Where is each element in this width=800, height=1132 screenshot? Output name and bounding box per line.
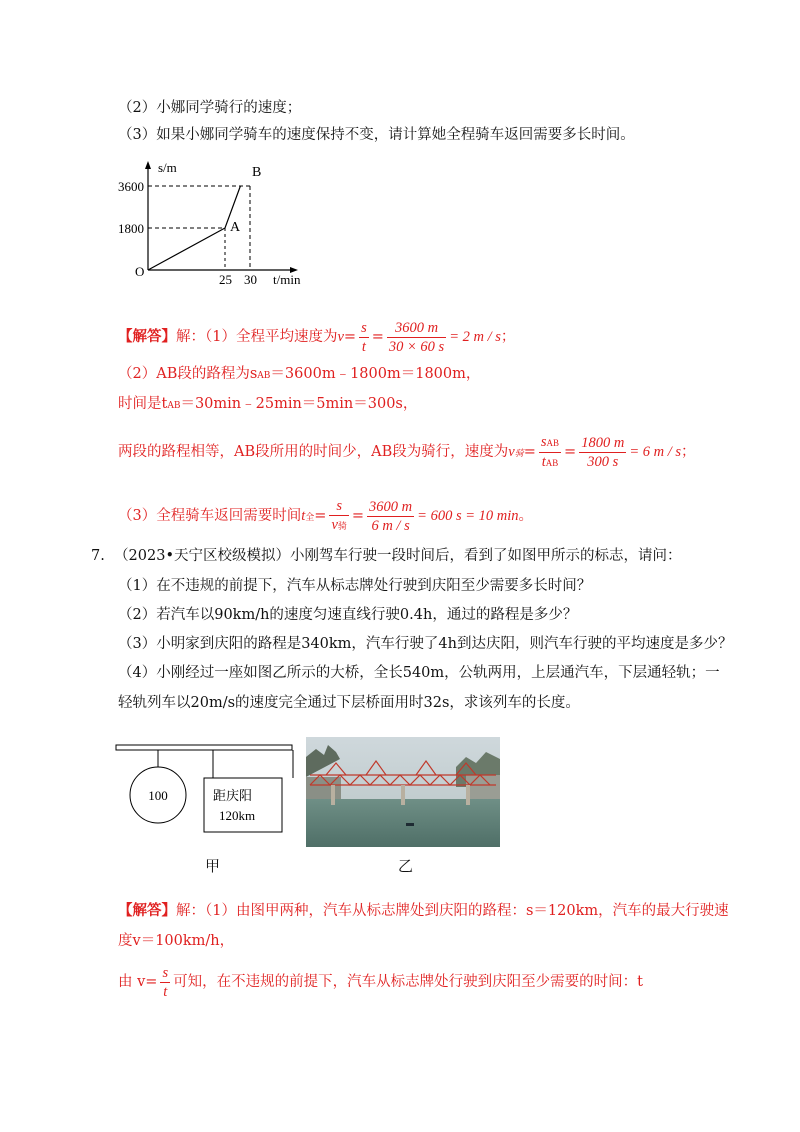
p2-v-sub: 骑 [514, 449, 524, 459]
answer-tag: 【解答】 [118, 328, 176, 345]
x-axis-label: t/min [273, 272, 301, 287]
q7-part1: （1）在不违规的前提下，汽车从标志牌处行驶到庆阳至少需要多长时间？ [118, 578, 592, 594]
sign-bar [116, 745, 292, 750]
q6-part3: （3）如果小娜同学骑车的速度保持不变，请计算她全程骑车返回需要多长时间。 [118, 127, 635, 143]
p2-frac2-den: 300 s [587, 453, 619, 470]
p3-end: 。 [518, 508, 533, 524]
speed-limit-value: 100 [148, 788, 168, 803]
answer7-line1-text: 解：（1）由图甲两种，汽车从标志牌处到庆阳的路程：s＝120km，汽车的最大行驶速 [176, 903, 729, 919]
river [306, 799, 500, 847]
p2-frac1-den-sub: AB [545, 457, 559, 468]
caption-yi: 乙 [398, 857, 414, 875]
p1-v: v [337, 329, 344, 345]
point-b-label: B [252, 165, 262, 180]
p3-frac1-num: s [329, 497, 348, 516]
y-tick-3600: 3600 [118, 179, 144, 194]
p3-frac1-den-sub: 骑 [337, 521, 347, 531]
q7-part2: （2）若汽车以90km/h的速度匀速直线行驶0.4h，通过的路程是多少？ [118, 607, 578, 623]
p2-line2-sub: AB [167, 401, 181, 411]
p2-line1-rest: ＝3600m﹣1800m＝1800m， [270, 366, 481, 382]
p3-frac1 [329, 497, 348, 535]
p2-line2-rest: ＝30min﹣25min＝5min＝300s， [180, 396, 418, 412]
p2-line1: （2）AB段的路程为s [118, 366, 258, 382]
p3-frac2-den: 6 m / s [371, 517, 410, 534]
p1-frac2-den: 30 × 60 s [388, 338, 445, 355]
answer7-frac-den: t [163, 983, 168, 1000]
p3-frac1-den: v [331, 517, 338, 533]
p1-frac1 [359, 319, 369, 356]
pier-2 [401, 785, 405, 805]
answer6-part2-line3: 两段的路程相等，AB段所用的时间少，AB段为骑行，速度为v骑= $\frac{\text{sAB}}{\text{tAB}}$ = $\frac{1800 m}{300 s}$ = 6 m / s； [118, 433, 696, 470]
p2-line3: 两段的路程相等，AB段所用的时间少，AB段为骑行，速度为 [118, 444, 509, 460]
answer6-part2-line2 [118, 394, 417, 416]
p2-v: v [508, 444, 515, 460]
p1-frac2-num: 3600 m [387, 319, 446, 338]
p2-frac2 [579, 434, 626, 471]
answer7-tag: 【解答】 [118, 902, 176, 919]
p2-frac1 [539, 433, 561, 472]
bridge-photo [306, 737, 500, 847]
p3-result: = 600 s = 10 min [417, 508, 519, 524]
q7-part3: （3）小明家到庆阳的路程是340km，汽车行驶了4h到达庆阳，则汽车行驶的平均速度是多少？ [118, 636, 733, 652]
p1-result: = 2 m / s [449, 329, 501, 345]
x-tick-25: 25 [219, 272, 232, 287]
p2-line1-sub: AB [257, 371, 271, 381]
p1-eq: = [343, 329, 357, 345]
p2-line2: 时间是t [118, 396, 168, 412]
p3-frac2 [367, 498, 414, 535]
answer6-part1: 【解答】解：（1）全程平均速度为v= $\frac{s}{t}$ = $\frac{3600 m}{30 \times 60 s}$ = 2 m / s； [118, 319, 516, 355]
answer-jie: 解： [176, 329, 205, 345]
st-line [148, 186, 240, 270]
p2-frac1-num: s [540, 433, 547, 450]
answer6-part3: （3）全程骑车返回需要时间t全= $\frac{s}{\text{v骑}}$ = $\frac{3600 m}{6 m / s}$ = 600 s = 10 min。 [118, 498, 533, 534]
point-a-label: A [230, 220, 241, 235]
boat [406, 823, 414, 826]
answer6-p1-text: （1）全程平均速度为 [205, 329, 338, 345]
q6-part2: （2）小娜同学骑行的速度； [118, 100, 302, 116]
y-axis-arrow [145, 161, 151, 169]
distance-sign [204, 778, 282, 832]
p3-frac2-num: 3600 m [369, 498, 413, 515]
q7-stem: （2023•天宁区校级模拟）小刚驾车行驶一段时间后，看到了如图甲所示的标志，请问： [114, 548, 682, 564]
answer7-line3-post: 可知，在不违规的前提下，汽车从标志牌处行驶到庆阳至少需要的时间：t [173, 974, 643, 990]
p1-frac2 [387, 319, 446, 356]
city-left [306, 777, 341, 802]
st-graph [118, 158, 318, 288]
p1-end: ； [500, 329, 516, 345]
p1-frac1-den: t [361, 338, 366, 355]
p1-frac1-num: s [361, 319, 367, 336]
answer6-part2-line1 [118, 364, 480, 386]
road-sign-figure [115, 740, 295, 838]
p3-text: （3）全程骑车返回需要时间 [118, 508, 302, 524]
pier-3 [466, 785, 470, 805]
p2-frac1-den: t [541, 453, 546, 470]
p3-t: t [301, 508, 306, 524]
p2-frac1-num-sub: AB [546, 437, 560, 448]
pier-1 [331, 785, 335, 805]
answer7-line1 [118, 901, 729, 921]
answer7-frac-num: s [162, 964, 169, 981]
q7-part4-line2: 轻轨列车以20m/s的速度完全通过下层桥面用时32s，求该列车的长度。 [118, 695, 580, 711]
p3-t-sub: 全 [305, 513, 315, 523]
distance-sign-line1: 距庆阳 [213, 788, 253, 803]
q7-number: 7. [91, 548, 105, 564]
answer7-line3-pre: 由 v= [118, 974, 158, 990]
p2-end: ； [681, 444, 696, 460]
caption-jia: 甲 [205, 857, 221, 875]
x-tick-30: 30 [244, 272, 257, 287]
answer7-frac [160, 964, 170, 1001]
y-tick-1800: 1800 [118, 221, 144, 236]
q7-stem-line [91, 546, 682, 566]
answer7-line2: 度v＝100km/h， [118, 933, 235, 949]
origin-label: O [135, 264, 145, 279]
q7-part4-line1: （4）小刚经过一座如图乙所示的大桥，全长540m，公轨两用，上层通汽车，下层通轻轨；一 [118, 665, 720, 681]
p2-frac2-num: 1800 m [581, 434, 625, 451]
answer7-line3 [118, 962, 643, 1002]
distance-sign-line2: 120km [219, 808, 256, 823]
y-axis-label: s/m [158, 160, 177, 175]
p2-result: = 6 m / s [629, 444, 681, 460]
